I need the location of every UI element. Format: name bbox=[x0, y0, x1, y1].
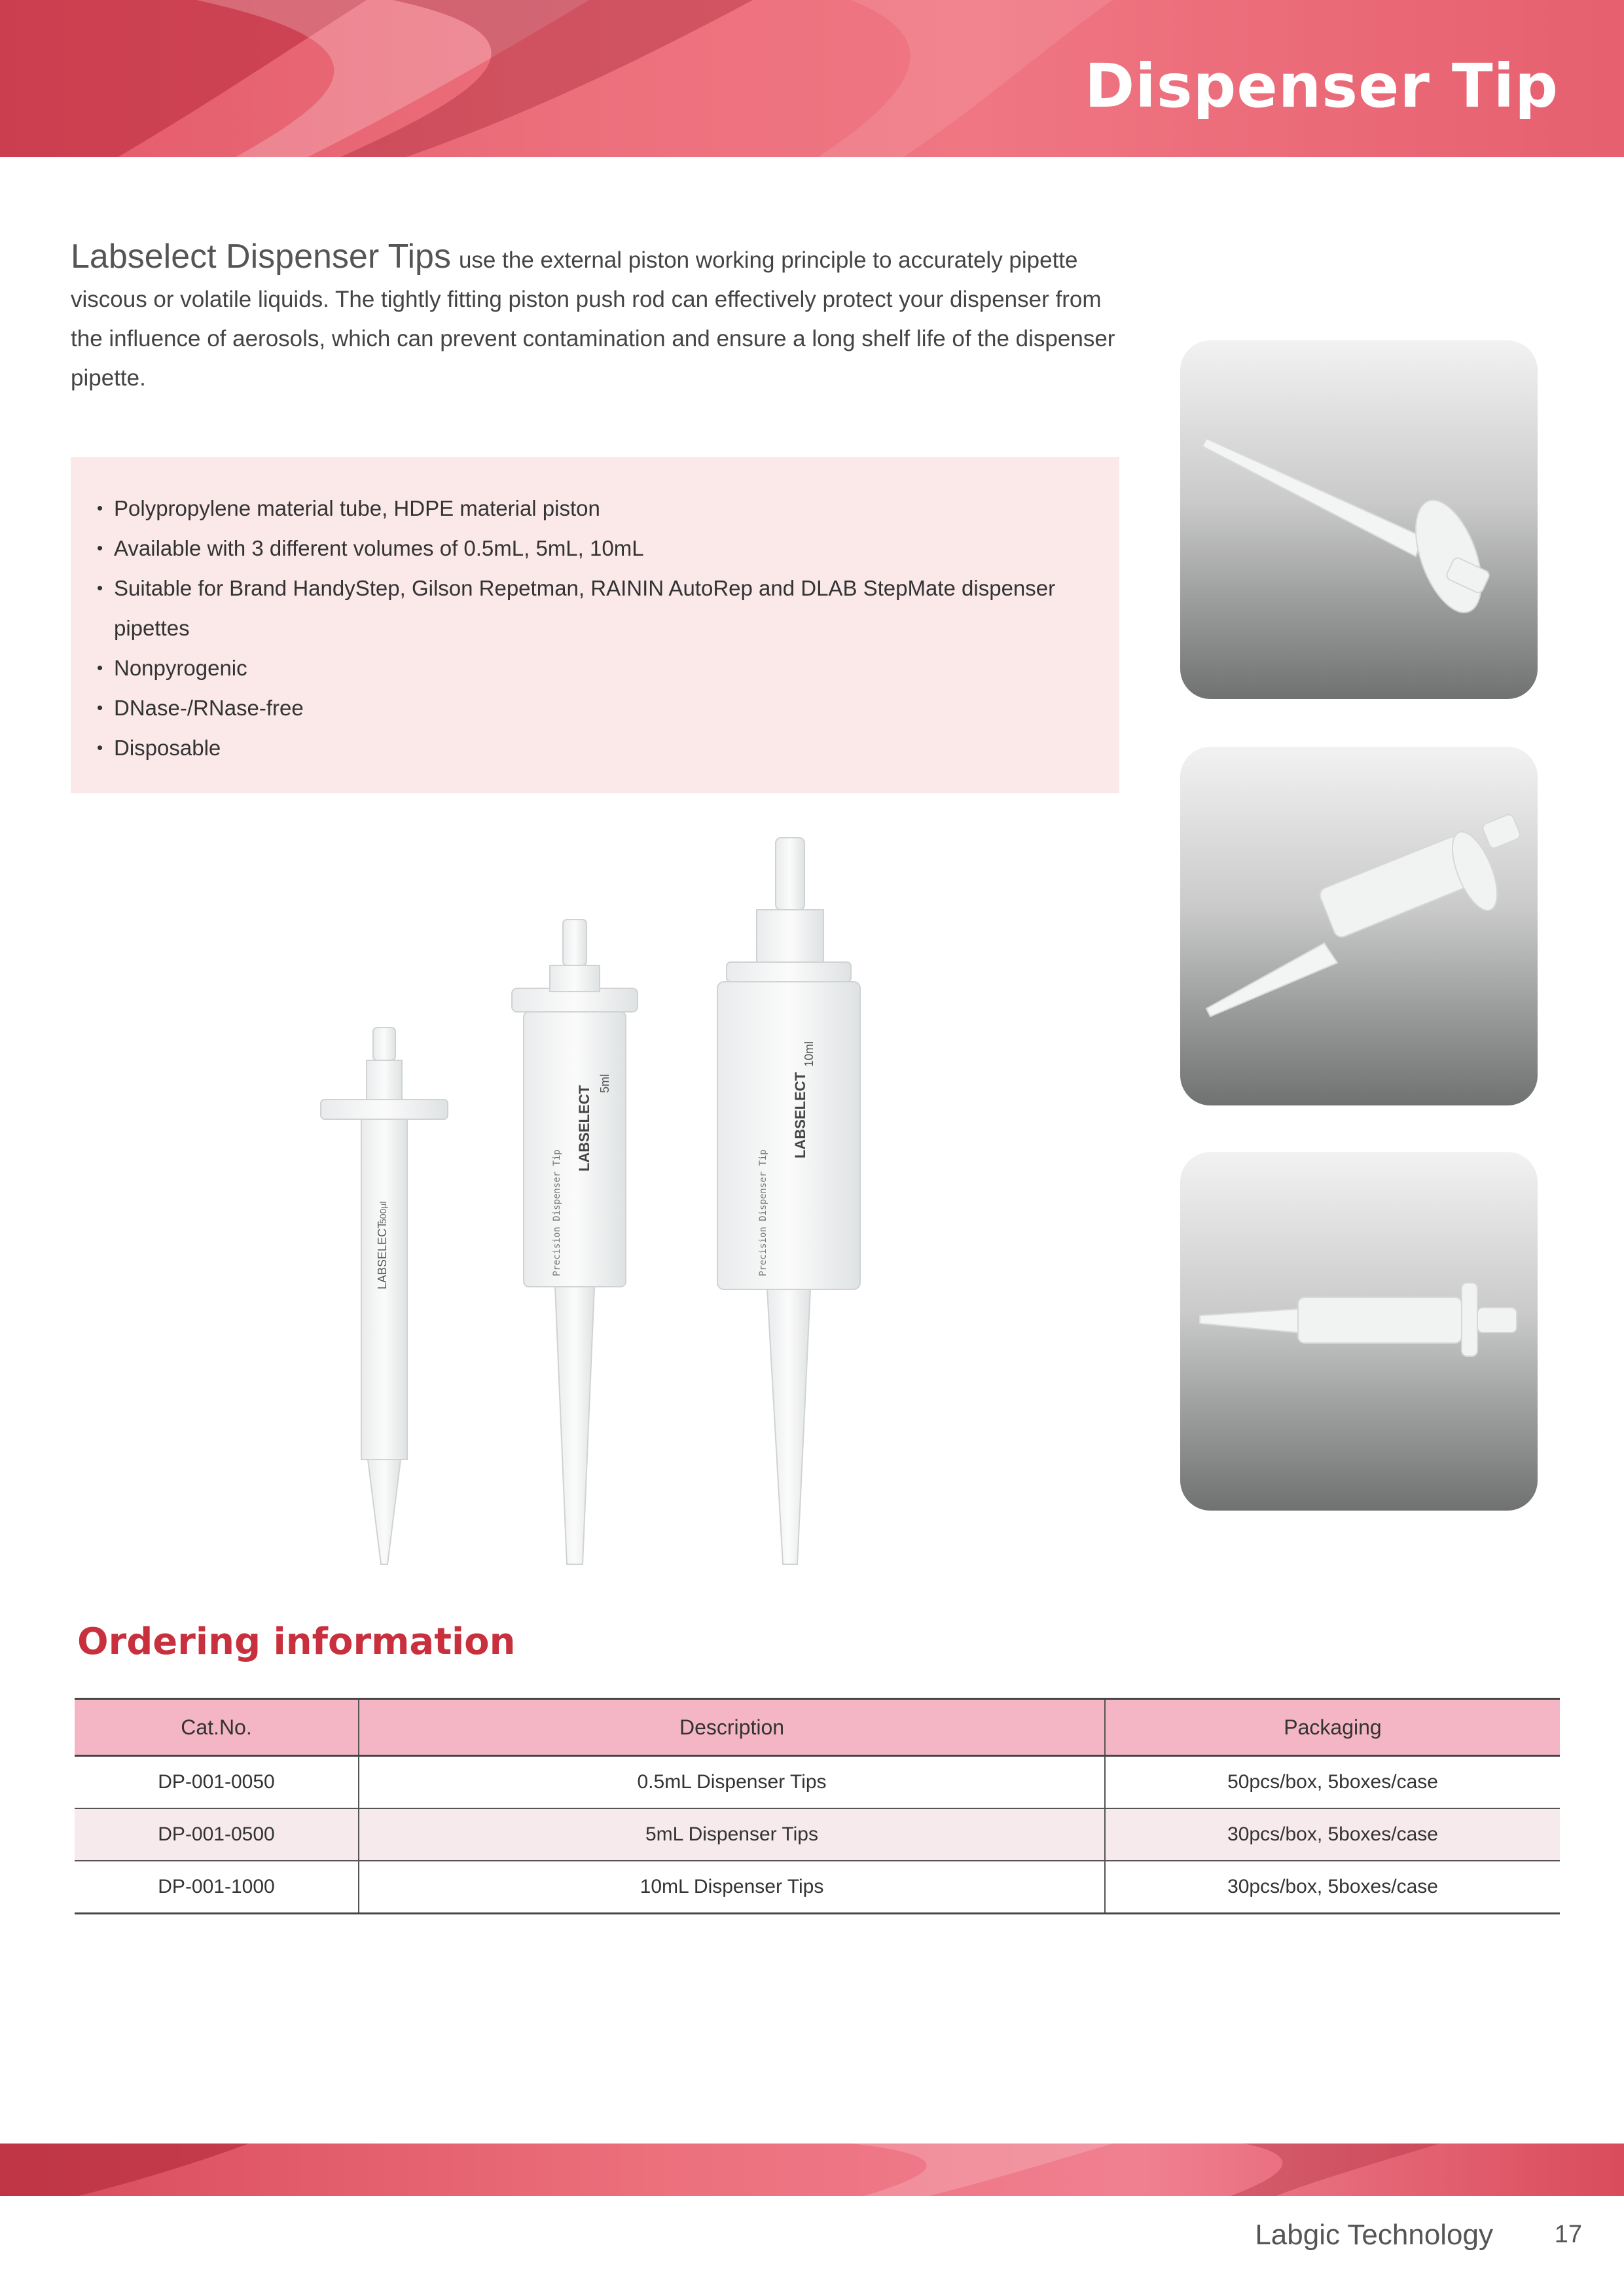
company-name: Labgic Technology bbox=[1255, 2219, 1493, 2251]
feature-item: • Available with 3 different volumes of 0.5mL, 5mL, 10mL bbox=[97, 528, 1109, 568]
product-photo-angled-down bbox=[1180, 340, 1538, 699]
cell-packaging: 30pcs/box, 5boxes/case bbox=[1105, 1861, 1560, 1914]
feature-item: • Disposable bbox=[97, 728, 1109, 768]
cell-cat-no: DP-001-0050 bbox=[75, 1756, 359, 1809]
product-photo-angled-up bbox=[1180, 747, 1538, 1105]
page-title: Dispenser Tip bbox=[1084, 51, 1559, 121]
intro-paragraph bbox=[71, 237, 1131, 398]
table-row bbox=[75, 1861, 1560, 1914]
cell-description: 0.5mL Dispenser Tips bbox=[359, 1756, 1105, 1809]
tip-mid-caption: Precision Dispenser Tip bbox=[552, 1149, 562, 1276]
feature-list bbox=[71, 457, 1119, 768]
tip-mid-volume: 5ml bbox=[598, 1073, 611, 1093]
intro-lead: Labselect Dispenser Tips bbox=[71, 238, 451, 276]
column-header-packaging: Packaging bbox=[1105, 1699, 1560, 1756]
feature-item: • Suitable for Brand HandyStep, Gilson Repetman, RAININ AutoRep and DLAB StepMate dispenser pipettes bbox=[97, 568, 1109, 648]
cell-description: 5mL Dispenser Tips bbox=[359, 1808, 1105, 1861]
tip-large-caption: Precision Dispenser Tip bbox=[758, 1149, 768, 1276]
feature-item: • Nonpyrogenic bbox=[97, 648, 1109, 688]
product-photo-horizontal bbox=[1180, 1152, 1538, 1511]
ordering-title: Ordering information bbox=[77, 1621, 516, 1663]
footer-banner bbox=[0, 2144, 1624, 2196]
column-header-description: Description bbox=[359, 1699, 1105, 1756]
tip-small-brand: LABSELECT bbox=[376, 1221, 389, 1289]
table-row bbox=[75, 1808, 1560, 1861]
feature-item: • Polypropylene material tube, HDPE material piston bbox=[97, 488, 1109, 528]
tip-large-brand: LABSELECT bbox=[792, 1072, 808, 1158]
ordering-table bbox=[75, 1698, 1560, 1914]
tip-small-volume: 500µl bbox=[378, 1201, 388, 1224]
cell-cat-no: DP-001-0500 bbox=[75, 1808, 359, 1861]
feature-item: • DNase-/RNase-free bbox=[97, 688, 1109, 728]
column-header-cat-no: Cat.No. bbox=[75, 1699, 359, 1756]
footer-ribbon-decoration bbox=[0, 2144, 1624, 2196]
dispenser-tips-illustration bbox=[281, 818, 884, 1584]
page-number: 17 bbox=[1554, 2221, 1582, 2248]
table-header-row bbox=[75, 1699, 1560, 1756]
tip-large-volume: 10ml bbox=[803, 1041, 816, 1067]
tip-mid-brand: LABSELECT bbox=[576, 1085, 592, 1172]
header-banner bbox=[0, 0, 1624, 157]
tip-5ml bbox=[512, 920, 638, 1564]
cell-packaging: 30pcs/box, 5boxes/case bbox=[1105, 1808, 1560, 1861]
cell-packaging: 50pcs/box, 5boxes/case bbox=[1105, 1756, 1560, 1809]
cell-cat-no: DP-001-1000 bbox=[75, 1861, 359, 1914]
tip-0-5ml bbox=[321, 1028, 448, 1564]
cell-description: 10mL Dispenser Tips bbox=[359, 1861, 1105, 1914]
intro-text: use the external piston working principle to accurately pipette viscous or volatile liquids. The tightly fitting piston push rod can effectively protect your dispenser from the influence of aerosols, which can prevent contamination and ensure a long shelf life of the dispenser pipette. bbox=[71, 247, 1115, 391]
tip-10ml bbox=[717, 838, 860, 1564]
table-row bbox=[75, 1756, 1560, 1809]
features-box bbox=[71, 457, 1119, 793]
